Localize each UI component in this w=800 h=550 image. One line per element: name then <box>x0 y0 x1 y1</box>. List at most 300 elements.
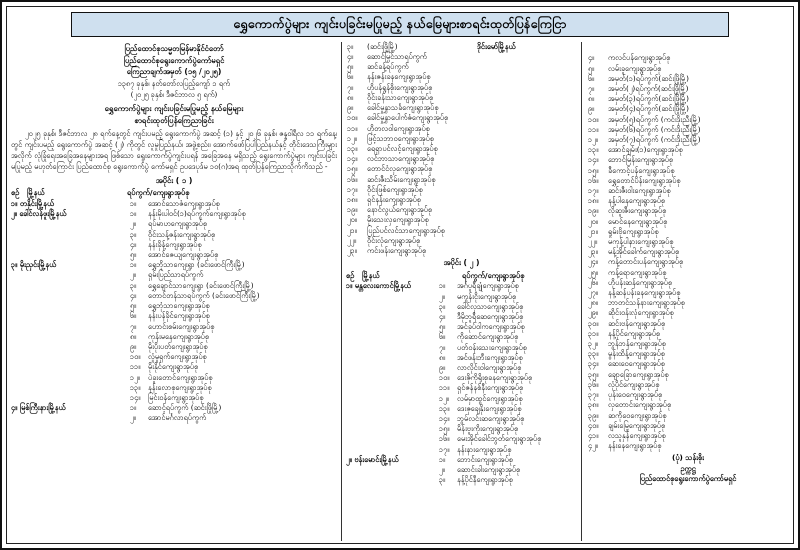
ward-text: ခီကောင့်ပန်ကျေးရွာအုပ်စု <box>608 165 675 175</box>
ward-text: ဆင်းဗန်ကျေးရွာအုပ်စု <box>608 318 666 328</box>
list-item <box>129 322 337 332</box>
ward-no: ၅။ <box>130 250 137 260</box>
list-item <box>587 74 789 84</box>
ward-text: နောင်လွယ်ကျေးရွာအုပ်စု <box>367 205 432 215</box>
ward-text: အမှတ်(၂)ရပ်ကွက်(ဆင်းဖြိုမြို့) <box>608 84 689 93</box>
ward-text: ကန့်တောင်းပန်ကျေးရွာအုပ်စု <box>608 257 684 267</box>
ward-no: ၁၈။ <box>347 194 358 204</box>
ward-no: ၃၉။ <box>588 410 599 420</box>
ward-list <box>438 281 577 454</box>
ward-no: ၃၄။ <box>588 359 599 369</box>
header-ward: ရပ်ကွက်/ကျေးရွာအုပ်စု <box>462 270 525 280</box>
list-item <box>587 411 789 421</box>
list-item <box>129 403 337 413</box>
township-name-cell <box>346 281 438 454</box>
ward-text: ဆင်းဇီးသိမ်းကျေးရွာအုပ်စု <box>367 174 436 184</box>
ward-no: ၁၀။ <box>347 113 358 123</box>
ward-no: ၂၅။ <box>588 267 598 277</box>
ward-text: ဟိုပန်းဆန်ကျေးရွာအုပ်စု <box>608 277 673 287</box>
list-item <box>587 421 789 431</box>
list-item <box>438 434 577 444</box>
subject-heading <box>11 103 337 126</box>
list-item <box>346 226 577 236</box>
official-header <box>11 43 337 101</box>
ward-text: မြင်းဝန်ကျေးရွာအုပ်စု <box>148 392 204 402</box>
township-name-cell <box>11 199 129 209</box>
ward-no: ၁၀။ <box>439 373 450 383</box>
ward-text: အမှတ်(၅)ရပ်ကွက် (ကင်းဒိုးညီးမြို့) <box>608 114 701 124</box>
list-item <box>587 308 789 318</box>
ward-text: ဘာတင်သန်နားကျေးရွာအုပ်စု <box>608 298 685 308</box>
ward-no: ၂။ <box>130 413 136 423</box>
ward-text: ဆကိုဝေကျေးရွာအုပ်စု <box>608 410 667 420</box>
ward-no: ၂၁။ <box>347 225 357 235</box>
signature-position: ဥက္ကဋ္ဌ <box>680 463 696 473</box>
ward-text: နန့်ပိုင်နီကျေးရွာအုပ်စု <box>457 475 513 485</box>
page-inner-border <box>6 6 794 544</box>
list-item <box>587 84 789 94</box>
header-line-1: ပြည်ထောင်စုသမ္မတမြန်မာနိုင်ငံတော် <box>124 43 224 53</box>
list-item <box>129 383 337 393</box>
ward-no: ၉။ <box>439 363 446 373</box>
list-item <box>587 441 789 451</box>
list-item <box>129 301 337 311</box>
ward-no: ၃။ <box>439 475 446 485</box>
ward-text: လမ်းခူကျေးရွာအုပ်စု <box>608 63 662 73</box>
ward-no: ၂၈။ <box>588 298 598 308</box>
column-left <box>11 42 341 541</box>
ward-text: နန်းခိုန့်ကျေးရွာအုပ်စု <box>148 239 202 249</box>
ward-text: ကုန်းမနေကျေးရွာအုပ်စု <box>148 331 209 341</box>
header-line-3: ကြေညာချက်အမှတ် (၁၅ /၂၀၂၅) <box>126 67 222 77</box>
list-item <box>438 332 577 342</box>
ward-no: ၃၀။ <box>588 318 599 328</box>
ward-no: ၁၁။ <box>130 362 141 372</box>
ward-list <box>129 209 337 260</box>
ward-no: ၈။ <box>130 331 137 341</box>
ward-no: ၁၉။ <box>347 205 358 215</box>
list-item <box>587 298 789 308</box>
ward-no: ၂၂။ <box>588 237 598 247</box>
ward-text: ပဲခူးတောင်ကျေးရွာအုပ်စု <box>148 372 213 382</box>
ward-no: ၄။ <box>347 52 354 62</box>
list-item <box>129 342 337 352</box>
ward-text: ဝိုင်းဖြစ်ကျေးရွာအုပ်စု <box>367 184 423 194</box>
list-item <box>587 176 789 186</box>
list-item <box>438 414 577 424</box>
ward-no: ၁။ <box>130 209 137 219</box>
ward-text: နန့်ပိုင်ကျေးရွာအုပ်စု <box>608 328 661 338</box>
ward-no: ၂။ <box>439 291 445 301</box>
township-name-cell <box>11 209 129 260</box>
ward-no: ၁၇။ <box>347 184 358 194</box>
township-block <box>346 455 577 486</box>
list-item <box>129 219 337 229</box>
ward-no: ၇။ <box>439 342 446 352</box>
ward-no: ၁။ <box>130 260 137 270</box>
ward-text: ဟောင်းစမ်းကျေးရွာအုပ်စု <box>148 321 215 331</box>
list-item <box>587 390 789 400</box>
ward-text: ပုန်းဝေကျေးရွာအုပ်စု <box>608 390 663 400</box>
list-item <box>346 83 577 93</box>
header-ward: ရပ်ကွက်/ကျေးရွာအုပ်စု <box>127 188 190 198</box>
ward-no: ၁၄။ <box>588 155 599 165</box>
list-item <box>346 215 577 225</box>
ward-text: ခေါင်လှသာကျေးရွာအုပ်စု <box>457 301 524 311</box>
township-name: မန္တလေးကောင်မြို့နယ် <box>354 281 411 291</box>
ward-no: ၁၆။ <box>439 434 450 444</box>
ward-text: အောင်မင်္ဂလာရပ်ကွက် <box>148 413 207 423</box>
list-item <box>346 124 577 134</box>
township-name: မိုးညှင်းမြို့နယ် <box>19 260 57 270</box>
list-item <box>129 352 337 362</box>
ward-no: ၁၅။ <box>347 164 358 174</box>
table-column-headers-2 <box>346 271 577 282</box>
list-item <box>587 380 789 390</box>
list-item <box>438 353 577 363</box>
ward-text: ကိုဆောင်ကျေးရွာအုပ်စု <box>457 332 519 342</box>
ward-no: ၇။ <box>588 84 595 93</box>
ward-list <box>129 260 337 403</box>
ward-no: ၂၁။ <box>588 226 598 236</box>
ward-text: နန့်ပါနေကျေးရွာအုပ်စု <box>608 196 665 206</box>
township-name-cell <box>346 455 438 486</box>
ward-text: ဆောင်မြှင်သာရပ်ကွက် <box>367 52 427 62</box>
list-item <box>129 270 337 280</box>
list-item <box>587 349 789 359</box>
ward-text: လာလိုင်းဝါကျေးရွာအုပ်စု <box>457 363 522 373</box>
list-item <box>346 113 577 123</box>
ward-no: ၁၅။ <box>439 424 450 434</box>
ward-text: အင်ဖန်းဘီးကျေးရွာအုပ်စု <box>457 352 523 362</box>
ward-text: (ဆင်းဖြိုမြို့) <box>367 41 398 51</box>
list-item <box>438 383 577 393</box>
township-no: ၂။ <box>346 454 352 464</box>
ward-text: မန့်အိုင်ခေါက်ကျေးရွာအုပ်စု <box>608 247 680 257</box>
header-township: မြို့နယ် <box>27 188 45 198</box>
ward-text: ဝိုင်းသန့်ဇန်းကျေးရွာအုပ်စု <box>148 229 216 239</box>
ward-text: ဘွမ်လင်းဆကျေးရွာအုပ်စု <box>457 414 525 424</box>
intro-paragraph: ၂၀၂၅ ခုနှစ်၊ ဒီဇင်ဘာလ ၂၈ ရက်နေ့တွင် ကျင်းပမည့် ရွေးကောက်ပွဲ အဆင့် (၁) နှင့် ၂၀၂၆ ခုနှစ်၊ ဇန္နဝါရီလ ၁၁ ရက်နေ့၊ တွင် ကျင်းပမည့် ရွေးကောက်ပွဲ အဆင့် (၂) ကိုတွင် လူမှုပြည်နယ်၊ အဖွဲ့စည်း၊ အောက်ဖော်ပြပါပြည်နယ်နှင့် တိုင်းဒေသကြီးများအလိုက် လုံခြုံရေးအခြေအနေများအရ ဖြစ်သော ရွေးကောက်ပွဲကျင်းပရန် အခြေအနေ မရှိသည့် ရွေးကောက်ပွဲများ ကျင်းပခြင်းမပြုမည့် မဟုတ်ကြောင်း ပြည်ထောင်စု ရွေးကောက်ပွဲ ကော်မရှင် ဥပဒေပုဒ်မ ၁၀(ဂ)အရ ထုတ်ပြန်ကြေညာသိုက်ကိသည် - <box>11 128 337 171</box>
list-item <box>129 240 337 250</box>
list-item <box>346 175 577 185</box>
ward-text: ကန့်ရောကျေးရွာအုပ်စု <box>608 267 667 277</box>
document-body <box>11 42 789 541</box>
ward-no: ၉။ <box>130 341 137 351</box>
list-item <box>438 394 577 404</box>
part-1-label: အပိုင်း ( ၁ ) <box>155 175 193 185</box>
ward-no: ၆။ <box>439 332 446 342</box>
list-item <box>129 311 337 321</box>
ward-text: မောင်နေကျေးရွာအုပ်စု <box>608 216 668 226</box>
list-item <box>129 373 337 383</box>
list-item <box>346 195 577 205</box>
list-item <box>438 343 577 353</box>
list-item <box>438 312 577 322</box>
list-item <box>438 404 577 414</box>
ward-text: မိန်းဗူးကိုးကျေးရွာအုပ်စု <box>457 424 519 434</box>
list-item <box>129 362 337 372</box>
list-item <box>438 465 577 475</box>
list-item <box>587 247 789 257</box>
list-item <box>438 424 577 434</box>
ward-text: မွန်းထိန့်ကျေးရွာအုပ်စု <box>608 349 665 359</box>
township-block <box>346 281 577 454</box>
ward-text: မိုးနိုင်ကျေးရွာအုပ်စု <box>148 362 199 372</box>
ward-no: ၂၆။ <box>588 277 598 287</box>
list-item <box>587 166 789 176</box>
township-name: ဗန်းမောင်းမြို့နယ် <box>354 454 399 464</box>
ward-no: ၆။ <box>130 311 137 321</box>
ward-text: ဆင်ခန့်ရပ်ကွက် <box>367 62 409 72</box>
ward-text: ချောခြောကျေးရွာအုပ်စု <box>608 369 669 379</box>
list-item <box>587 196 789 206</box>
ward-no: ၁၅။ <box>588 165 599 175</box>
ward-text: အင်္ဂပူရီချုံကျေးရွာအုပ်စု <box>457 281 519 291</box>
signature-org: ပြည်ထောင်စုရွေးကောက်ပွဲကော်မရှင် <box>639 474 737 484</box>
ward-text: ဘွန်ဘန်ကျေးရွာအုပ်စု <box>608 339 666 349</box>
header-line-4: ၁၃၈၇ ခုနှစ်၊ နတ်တော်လပြည့်ကျော် ၁ ရက် <box>117 79 231 89</box>
ward-no: ၄။ <box>130 290 137 300</box>
ward-no: ၂၀။ <box>588 216 598 226</box>
list-item <box>129 413 337 423</box>
list-item <box>346 72 577 82</box>
ward-text: နန်းမိုးပါဝင်(၁)ရပ်ကွက်ကျေးရွာအုပ်စု <box>148 209 246 219</box>
ward-no: ၁၃။ <box>347 143 358 153</box>
list-item <box>438 475 577 485</box>
ward-no: ၅။ <box>439 322 446 332</box>
list-item <box>587 288 789 298</box>
list-item <box>438 373 577 383</box>
ward-text: နန်းနားကျေးရွာအုပ်စု <box>457 444 512 454</box>
ward-no: ၂၄။ <box>588 257 598 267</box>
list-item <box>346 93 577 103</box>
ward-text: မကွန်းငိုးကျေးရွာအုပ်စု <box>457 291 517 301</box>
ward-text: ရှင်နန်းကျေးရွာအုပ်စု <box>367 194 421 204</box>
ward-no: ၂။ <box>130 219 136 229</box>
township-no: ၃။ <box>11 260 18 270</box>
ward-no: ၁၃။ <box>439 403 450 413</box>
header-no: စဉ် <box>11 188 20 198</box>
ward-no: ၄။ <box>439 312 446 322</box>
list-item <box>587 268 789 278</box>
list-item <box>129 230 337 240</box>
ward-no: ၁၀။ <box>588 114 599 124</box>
ward-text: ဆေးဝေကျေးရွာအုပ်စု <box>608 359 665 369</box>
ward-no: ၁။ <box>439 281 446 291</box>
ward-text: ကင်းဖန်းကျေးရွာအုပ်စု <box>367 245 427 255</box>
ward-text: ဟိုပန်ရွန်စိုးကျေးရွာအုပ်စု <box>367 82 433 92</box>
ward-no: ၂၃။ <box>347 245 357 255</box>
list-item <box>438 302 577 312</box>
township-name: မြစ်ကြီးနားမြို့နယ် <box>19 403 66 413</box>
ward-no: ၁၈။ <box>588 196 599 206</box>
ward-text: ဘောင်မြန်းကျေးရွာအုပ်စု <box>608 155 674 165</box>
ward-text: ခေါင်မှုနွှာသင်္ခကျေးရွာအုပ်စု <box>367 103 439 113</box>
ward-no: ၃။ <box>130 229 137 239</box>
ward-no: ၃။ <box>347 41 354 51</box>
ward-no: ၃၆။ <box>588 379 599 389</box>
list-item <box>587 125 789 135</box>
ward-no: ၁၃။ <box>588 145 599 155</box>
ward-no: ၂၂။ <box>347 235 357 245</box>
ward-no: ၁၁။ <box>439 383 450 393</box>
list-item <box>346 52 577 62</box>
ward-no: ၁၄။ <box>130 392 141 402</box>
township-block <box>11 260 337 403</box>
ward-text: ဆိုင်းဝန်းလုံကျေးရွာအုပ်စု <box>608 308 674 318</box>
list-item <box>129 250 337 260</box>
list-item <box>438 292 577 302</box>
ward-text: ရှမ်းပြည်သာရပ်ကွက် <box>148 270 204 280</box>
list-item <box>346 144 577 154</box>
ward-text: ရွှေဘုံသာကျေးရွာအုပ်စု <box>148 301 210 311</box>
list-item <box>587 135 789 145</box>
ward-text: ဆောင့်ရပ်ကွက် (ဆင်းဖြိုမြို့) <box>148 403 222 413</box>
ward-no: ၈။ <box>588 94 595 104</box>
ward-text: တောင်ငံလှကျေးရွာအုပ်စု <box>367 164 433 174</box>
list-item <box>438 445 577 455</box>
ward-no: ၆။ <box>347 72 354 82</box>
ward-no: ၃၃။ <box>588 349 599 359</box>
list-item <box>129 199 337 209</box>
list-item <box>438 363 577 373</box>
ward-no: ၇။ <box>347 82 354 92</box>
ward-text: ဟိုတလဝါကျေးရွာအုပ်စု <box>367 123 430 133</box>
ward-text: နန့်ဆန်ပန်းခနကျေးရွာအုပ်စု <box>608 288 681 298</box>
ward-no: ၃၁။ <box>588 328 599 338</box>
list-item <box>346 164 577 174</box>
list-item <box>587 237 789 247</box>
mid-continuation-list <box>346 42 577 256</box>
ward-text: လသူနှန်ကျေးရွာအုပ်စု <box>608 430 666 440</box>
list-item <box>129 281 337 291</box>
township-no: ၁။ <box>11 198 18 208</box>
list-item <box>346 185 577 195</box>
subject-line-2: စာရင်းထုတ်ပြန်ကြေညာခြင်း <box>134 116 214 126</box>
ward-no: ၁၂။ <box>347 133 357 143</box>
ward-text: ရွှေတောင်ပိန်းကျေးရွာအုပ်စု <box>608 175 681 185</box>
ward-no: ၂၃။ <box>588 247 598 257</box>
ward-text: လမ်မှာထွင်ကျေးရွာအုပ်စု <box>457 393 523 403</box>
ward-text: လုံပိုင်ကျေးရွာအုပ်စု <box>608 379 660 389</box>
ward-no: ၁။ <box>130 198 137 208</box>
ward-text: ခေါင်မှုနွှာပေါက်ဇံကျေးရွာအုပ်စု <box>367 113 449 123</box>
ward-no: ၂။ <box>439 465 445 475</box>
ward-text: ရွှေဘိုသာကျေးရွာ (ခင်းဖောင်ကြီးမြို့) <box>148 260 245 270</box>
ward-text: ဒေးဇုချေနိုးကျေးရွာအုပ်စု <box>457 403 522 413</box>
signature-block <box>587 453 789 485</box>
ward-text: ဆောင်းခါးကျေးရွာအုပ်စု <box>457 465 521 475</box>
header-no: စဉ် <box>346 270 355 280</box>
list-item <box>587 329 789 339</box>
ward-no: ၁။ <box>439 454 446 464</box>
ward-no: ၁၃။ <box>130 382 141 392</box>
ward-no: ၁၇။ <box>439 444 450 454</box>
ward-no: ၇။ <box>130 321 137 331</box>
right-continuation-list <box>587 53 789 451</box>
list-item <box>129 260 337 270</box>
ward-no: ၁၉။ <box>588 206 599 216</box>
ward-no: ၃၇။ <box>588 390 599 400</box>
ward-no: ၄၂။ <box>588 441 598 451</box>
list-item <box>587 115 789 125</box>
township-no: ၄။ <box>11 403 18 413</box>
ward-text: ပြည်ပင်လင်သာကျေးရွာအုပ်စု <box>367 225 445 235</box>
ward-text: မေးအိုင်ခေါင်ဘွတ်ကျေးရွာအုပ်စု <box>457 434 542 444</box>
list-item <box>346 62 577 72</box>
ward-text: အောင်ချမ်း(၁)ကျေးရွာအုပ်စု <box>608 145 683 155</box>
list-item <box>346 246 577 256</box>
page-title: ရွှေကောက်ပွဲများ ကျင်းပခြင်းမပြုမည့် နယ်မြေများစာရင်းထုတ်ပြန်ကြေငြာ <box>71 12 729 37</box>
ward-text: ရေရှာပင်လင့်ကျေးရွာအုပ်စု <box>367 143 438 153</box>
ward-text: ဝိုင်းလုံကျေးရွာအုပ်စု <box>367 235 421 245</box>
list-item <box>129 393 337 403</box>
list-item <box>587 104 789 114</box>
township-name-cell <box>11 260 129 403</box>
region-label: ဒိုင်းမော်မြို့နယ် <box>477 41 516 51</box>
list-item <box>346 236 577 246</box>
ward-no: ၁၂။ <box>439 393 449 403</box>
header-line-2: ပြည်ထောင်စုရွေးကောက်ပွဲကော်မရှင် <box>123 55 225 65</box>
ward-text: ဒီမိုဘူရီဆေကျေးရွာအုပ်စု <box>457 312 524 322</box>
list-item <box>587 227 789 237</box>
list-item <box>587 64 789 74</box>
township-name: တနိုင်းမြို့နယ် <box>19 198 55 208</box>
ward-no: ၃၈။ <box>588 400 599 410</box>
ward-no: ၁၇။ <box>588 186 599 196</box>
ward-text: အင်ခုပ်ဝါကကျေးရွာအုပ်စု <box>457 322 525 332</box>
ward-text: လိုဆူးဇီးကျေးရွာအုပ်စု <box>608 206 667 216</box>
ward-no: ၁၂။ <box>130 372 140 382</box>
list-item <box>587 186 789 196</box>
ward-text: ရှင်ဇန်နစ်နီးကျေးရွာအုပ်စု <box>457 383 524 393</box>
ward-no: ၈။ <box>439 352 446 362</box>
list-item <box>587 278 789 288</box>
list-item <box>438 281 577 291</box>
township-name-cell <box>11 403 129 423</box>
list-item <box>587 370 789 380</box>
ward-text: အမှတ်(၁)ရပ်ကွက်(ဆင်းဖြိုမြို့) <box>608 73 689 83</box>
list-item <box>587 339 789 349</box>
ward-no: ၁၀။ <box>130 352 141 362</box>
ward-text: နန်းဇန်းခနကျေးရွာအုပ်စု <box>367 72 431 82</box>
ward-no: ၃၅။ <box>588 369 599 379</box>
ward-text: အမှတ်(၄)ရပ်ကွက်(ဆင်းဖြိုမြို့) <box>608 104 689 114</box>
list-item <box>587 319 789 329</box>
ward-text: လင်ဘာသာကျေးရွာအုပ်စု <box>367 154 435 164</box>
ward-no: ၂၀။ <box>347 215 357 225</box>
ward-no: ၃။ <box>439 301 446 311</box>
ward-text: အမှတ်(၃)ရပ်ကွက်(ဆင်းဖြိုမြို့) <box>608 94 689 104</box>
list-item <box>587 217 789 227</box>
ward-no: ၁၄။ <box>439 414 450 424</box>
table-column-headers <box>11 188 337 199</box>
ward-text: ချမ်းမြေ့ကျေးရွာအုပ်စု <box>608 420 666 430</box>
list-item <box>129 332 337 342</box>
ward-no: ၂၉။ <box>588 308 598 318</box>
list-item <box>346 103 577 113</box>
header-line-5: (၂၀၂၅ ခုနှစ်၊ ဒီဇင်ဘာလ ၅ ရက်) <box>130 90 218 100</box>
list-item <box>346 134 577 144</box>
ward-text: ဖြင့်သဘာဝကျေးရွာအုပ်စု <box>367 133 434 143</box>
ward-list <box>129 403 337 423</box>
ward-no: ၁၁။ <box>347 123 358 133</box>
ward-no: ၄။ <box>588 53 595 63</box>
list-item <box>587 206 789 216</box>
ward-no: ၄၁။ <box>588 430 599 440</box>
ward-text: ကလင်ပန်ကျေးရွာအုပ်စု <box>608 53 671 63</box>
